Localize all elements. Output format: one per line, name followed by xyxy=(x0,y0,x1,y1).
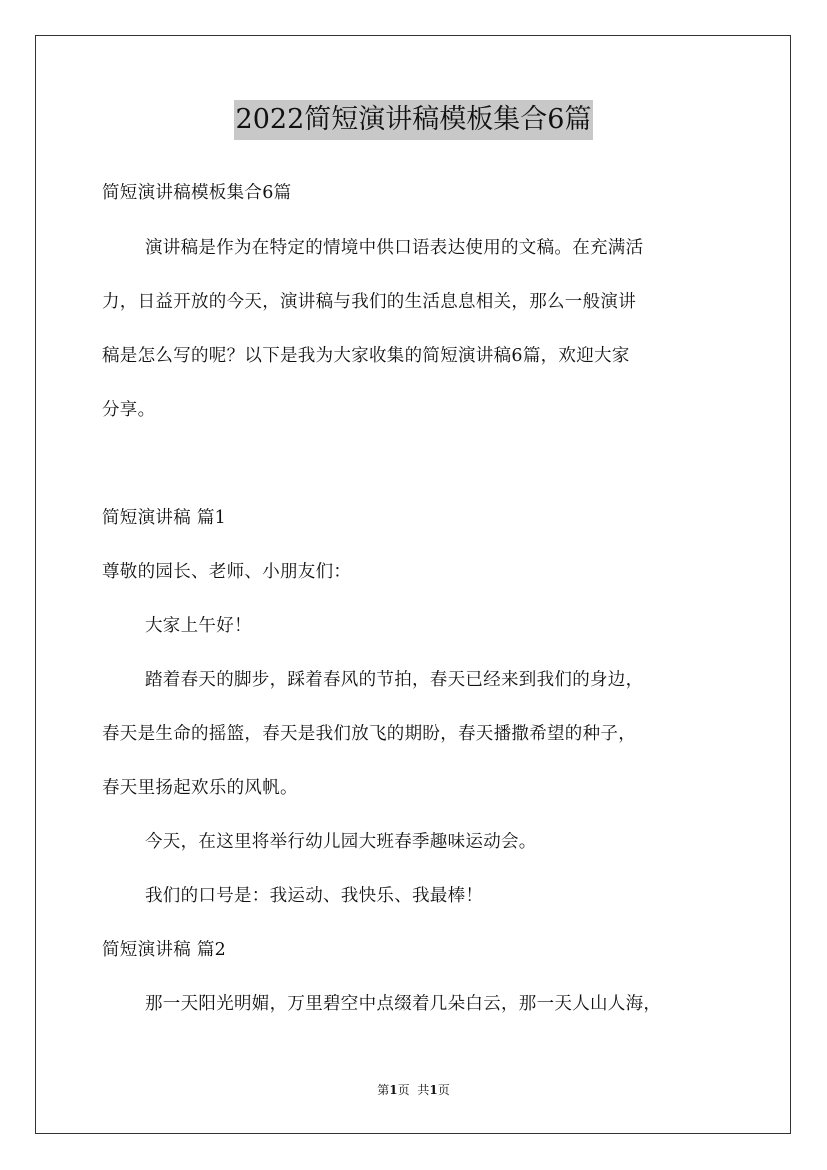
paragraph-line: 那一天阳光明媚，万里碧空中点缀着几朵白云，那一天人山人海， xyxy=(145,994,662,1014)
salutation-line: 尊敬的园长、老师、小朋友们： xyxy=(102,562,352,582)
paragraph-line: 春天里扬起欢乐的风帆。 xyxy=(102,778,298,798)
footer-total-number: 1 xyxy=(429,1083,438,1097)
document-subtitle: 简短演讲稿模板集合6篇 xyxy=(102,183,292,203)
footer-page-prefix: 第 xyxy=(377,1083,390,1097)
section-heading: 简短演讲稿 篇1 xyxy=(102,508,227,528)
paragraph-line: 春天是生命的摇篮，春天是我们放飞的期盼，春天播撒希望的种子， xyxy=(102,724,636,744)
paragraph-line: 大家上午好！ xyxy=(145,616,252,636)
title-container xyxy=(0,100,827,140)
document-title: 2022简短演讲稿模板集合6篇 xyxy=(234,100,594,140)
footer-total-prefix: 共 xyxy=(417,1083,430,1097)
paragraph-line: 分享。 xyxy=(102,400,156,420)
paragraph-line: 我们的口号是：我运动、我快乐、我最棒！ xyxy=(145,886,484,906)
section-heading: 简短演讲稿 篇2 xyxy=(102,940,227,960)
paragraph-line: 今天，在这里将举行幼儿园大班春季趣味运动会。 xyxy=(145,832,537,852)
footer-page-number: 1 xyxy=(389,1083,398,1097)
footer-total-suffix: 页 xyxy=(437,1083,450,1097)
page-footer xyxy=(0,1082,827,1098)
paragraph-line: 踏着春天的脚步，踩着春风的节拍，春天已经来到我们的身边， xyxy=(145,670,644,690)
paragraph-line: 力，日益开放的今天，演讲稿与我们的生活息息相关，那么一般演讲 xyxy=(102,292,636,312)
paragraph-line: 稿是怎么写的呢？以下是我为大家收集的简短演讲稿6篇，欢迎大家 xyxy=(102,346,630,366)
paragraph-line: 演讲稿是作为在特定的情境中供口语表达使用的文稿。在充满活 xyxy=(145,238,644,258)
footer-page-suffix: 页 xyxy=(397,1083,410,1097)
